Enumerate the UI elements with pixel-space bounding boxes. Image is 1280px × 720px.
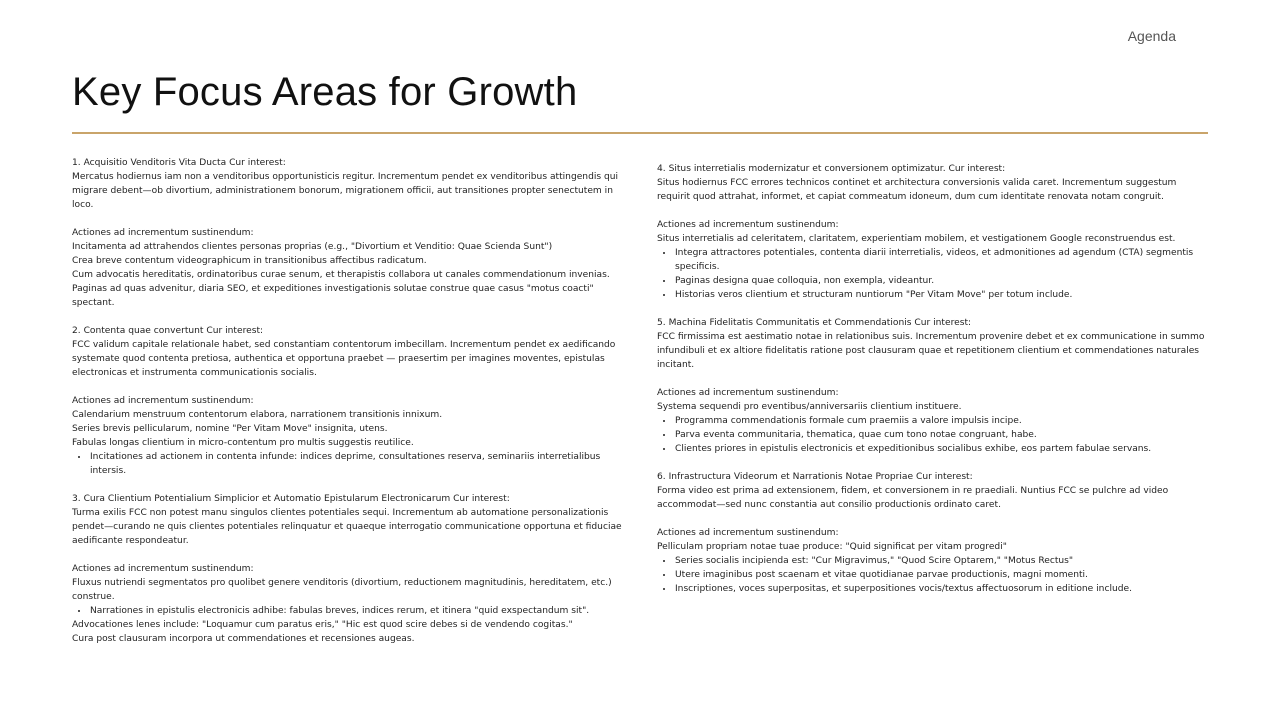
actions-heading: Actiones ad incrementum sustinendum: [72,228,254,238]
section-heading: 3. Cura Clientium Potentialium Simplicior et Automatio Epistularum Electronicarum Cur interest: [72,494,510,504]
action-line: Cum advocatis hereditatis, ordinatoribus curae senum, et therapistis collabora ut canales commendationum invenias. [72,270,610,280]
section-body: Forma video est prima ad extensionem, fidem, et conversionem in re praediali. Nuntius FCC se pulchre ad video accommodat—sed nunc constantia aut consilio productionis ordinato caret. [657,486,1169,510]
action-line: Calendarium menstruum contentorum elabora, narrationem transitionis innixum. [72,410,443,420]
bullet-item: • Historias veros clientium et structuram nuntiorum "Per Vitam Move" per totum include. [674,288,1207,302]
bullet-item: • Inscriptiones, voces superpositas, et superpositiones vocis/textus affectuosorum in editione include. [674,582,1207,596]
section-2 [72,324,632,478]
bullet-list [72,604,632,618]
action-line: Pelliculam propriam notae tuae produce: "Quid significat per vitam progredi" [657,542,1007,552]
bullet-item: • Clientes priores in epistulis electronicis et expeditionibus socialibus exhibe, eos partem fabulae servans. [674,442,1207,456]
section-heading: 1. Acquisitio Venditoris Vita Ducta Cur interest: [72,158,286,168]
section-body: Situs hodiernus FCC errores technicos continet et architectura conversionis valida caret. Incrementum suggestum requirit quod attrahat, informet, et capiat commeatum idoneum, dum cum identitate renovata notam congruit. [657,178,1177,202]
action-line: Incitamenta ad attrahendos clientes personas proprias (e.g., "Divortium et Venditio: Quae Scienda Sunt") [72,242,553,252]
left-column [72,156,632,660]
section-body: FCC firmissima est aestimatio notae in relationibus suis. Incrementum provenire debet et ex communicatione in summo infundibuli et ex altiore fidelitatis ratione post clausuram quae et repetitionem clientium et commendationes naturales incitant. [657,332,1205,370]
action-line: Fluxus nutriendi segmentatos pro quolibet genere venditoris (divortium, reductionem magnitudinis, hereditatem, etc.) construe. [72,578,612,602]
page-title: Key Focus Areas for Growth [72,70,578,114]
section-4 [657,162,1207,302]
bullet-item: • Programma commendationis formale cum praemiis a valore impulsis incipe. [674,414,1207,428]
action-line: Situs interretialis ad celeritatem, claritatem, experientiam mobilem, et vestigationem Google reconstruendus est. [657,234,1176,244]
section-heading: 2. Contenta quae convertunt Cur interest: [72,326,264,336]
action-line: Fabulas longas clientium in micro-contentum pro multis suggestis reutilice. [72,438,414,448]
section-5 [657,316,1207,456]
actions-heading: Actiones ad incrementum sustinendum: [657,388,839,398]
actions-heading: Actiones ad incrementum sustinendum: [657,528,839,538]
section-body: Mercatus hodiernus iam non a venditoribus opportunisticis regitur. Incrementum pendet ex venditoribus attingendis qui migrare debent—ob divortium, administrationem bonorum, migrationem officii, aut transitiones propter senectutem in loco. [72,172,619,210]
action-line: Paginas ad quas advenitur, diaria SEO, et expeditiones investigationis solutae construe quae casus "motus coacti" spectant. [72,284,594,308]
bullet-list [657,554,1207,596]
section-6 [657,470,1207,596]
section-heading: 6. Infrastructura Videorum et Narrationis Notae Propriae Cur interest: [657,472,973,482]
action-line: Systema sequendi pro eventibus/anniversariis clientium instituere. [657,402,962,412]
bullet-item: • Parva eventa communitaria, thematica, quae cum tono notae congruant, habe. [674,428,1207,442]
bullet-list [657,246,1207,302]
section-1 [72,156,632,310]
action-line: Crea breve contentum videographicum in transitionibus affectibus radicatum. [72,256,427,266]
section-heading: 5. Machina Fidelitatis Communitatis et Commendationis Cur interest: [657,318,972,328]
bullet-item: • Narrationes in epistulis electronicis adhibe: fabulas breves, indices rerum, et itinera "quid exspectandum sit". [89,604,632,618]
bullet-item: • Incitationes ad actionem in contenta infunde: indices deprime, consultationes reserva, seminariis interretialibus intersis. [89,450,632,478]
action-line: Series brevis pellicularum, nomine "Per Vitam Move" insignita, utens. [72,424,388,434]
actions-heading: Actiones ad incrementum sustinendum: [72,396,254,406]
section-body: Turma exilis FCC non potest manu singulos clientes potentiales sequi. Incrementum ab automatione personalizationis pendet—curando ne quis clientes potentiales relinquatur et quaeque interrogatio communicatione opportuna et fiduciae aedificante respondeatur. [72,508,622,546]
actions-heading: Actiones ad incrementum sustinendum: [72,564,254,574]
action-line: Advocationes lenes include: "Loquamur cum paratus eris," "Hic est quod scire debes si de vendendo cogitas." [72,620,573,630]
action-line: Cura post clausuram incorpora ut commendationes et recensiones augeas. [72,634,415,644]
bullet-item: • Utere imaginibus post scaenam et vitae quotidianae parvae productionis, magni momenti. [674,568,1207,582]
actions-heading: Actiones ad incrementum sustinendum: [657,220,839,230]
bullet-list [657,414,1207,456]
bullet-item: • Series socialis incipienda est: "Cur Migravimus," "Quod Scire Optarem," "Motus Rectus" [674,554,1207,568]
section-3 [72,492,632,646]
section-heading: 4. Situs interretialis modernizatur et conversionem optimizatur. Cur interest: [657,164,1006,174]
bullet-item: • Integra attractores potentiales, contenta diarii interretialis, videos, et admonitiones ad agendum (CTA) segmentis specificis. [674,246,1207,274]
right-column [657,162,1207,610]
bullet-item: • Paginas designa quae colloquia, non exempla, videantur. [674,274,1207,288]
nav-label-agenda[interactable]: Agenda [1127,28,1176,44]
section-body: FCC validum capitale relationale habet, sed constantiam contentorum imbecillam. Incrementum pendet ex aedificando systemate quod contenta pretiosa, authentica et opportuna praebet — praesertim per imagines moventes, epistulas electronicas et instrumenta communicationis socialis. [72,340,616,378]
bullet-list [72,450,632,478]
title-divider [72,132,1208,134]
